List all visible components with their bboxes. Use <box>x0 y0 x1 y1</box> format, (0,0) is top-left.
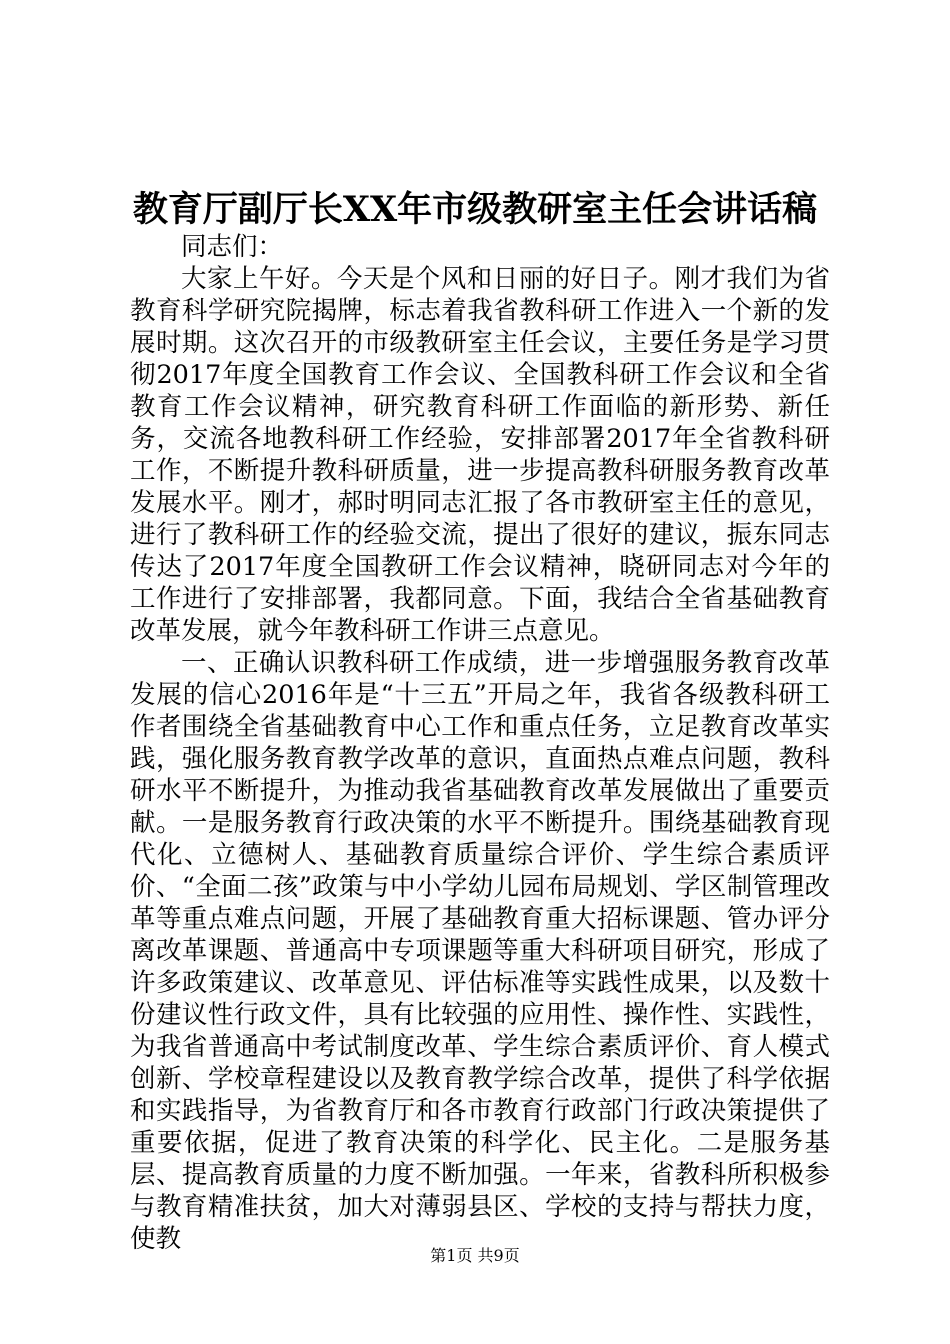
body-paragraph: 一、正确认识教科研工作成绩，进一步增强服务教育改革发展的信心2016年是“十三五”开局之年，我省各级教科研工作者围绕全省基础教育中心工作和重点任务，立足教育改革实践，强化服务教育教学改革的意识，直面热点难点问题，教科研水平不断提升，为推动我省基础教育改革发展做出了重要贡献。一是服务教育行政决策的水平不断提升。围绕基础教育现代化、立德树人、基础教育质量综合评价、学生综合素质评价、“全面二孩”政策与中小学幼儿园布局规划、学区制管理改革等重点难点问题，开展了基础教育重大招标课题、管办评分离改革课题、普通高中专项课题等重大科研项目研究，形成了许多政策建议、改革意见、评估标准等实践性成果，以及数十份建议性行政文件，具有比较强的应用性、操作性、实践性，为我省普通高中考试制度改革、学生综合素质评价、育人模式创新、学校章程建设以及教育教学综合改革，提供了科学依据和实践指导，为省教育厅和各市教育行政部门行政决策提供了重要依据，促进了教育决策的科学化、民主化。二是服务基层、提高教育质量的力度不断加强。一年来，省教科所积极参与教育精准扶贫，加大对薄弱县区、学校的支持与帮扶力度，使教 <box>130 648 830 1254</box>
body-paragraph: 大家上午好。今天是个风和日丽的好日子。刚才我们为省教育科学研究院揭牌，标志着我省教科研工作进入一个新的发展时期。这次召开的市级教研室主任会议，主要任务是学习贯彻2017年度全国教育工作会议、全国教科研工作会议和全省教育工作会议精神，研究教育科研工作面临的新形势、新任务，交流各地教科研工作经验，安排部署2017年全省教科研工作，不断提升教科研质量，进一步提高教科研服务教育改革发展水平。刚才，郝时明同志汇报了各市教研室主任的意见，进行了教科研工作的经验交流，提出了很好的建议，振东同志传达了2017年度全国教研工作会议精神，晓研同志对今年的工作进行了安排部署，我都同意。下面，我结合全省基础教育改革发展，就今年教科研工作讲三点意见。 <box>130 264 830 646</box>
document-body <box>130 231 830 1255</box>
greeting-line: 同志们： <box>181 232 284 262</box>
page-number-footer: 第1页 共9页 <box>430 1246 520 1265</box>
document-title: 教育厅副厅长XX年市级教研室主任会讲话稿 <box>132 189 818 230</box>
